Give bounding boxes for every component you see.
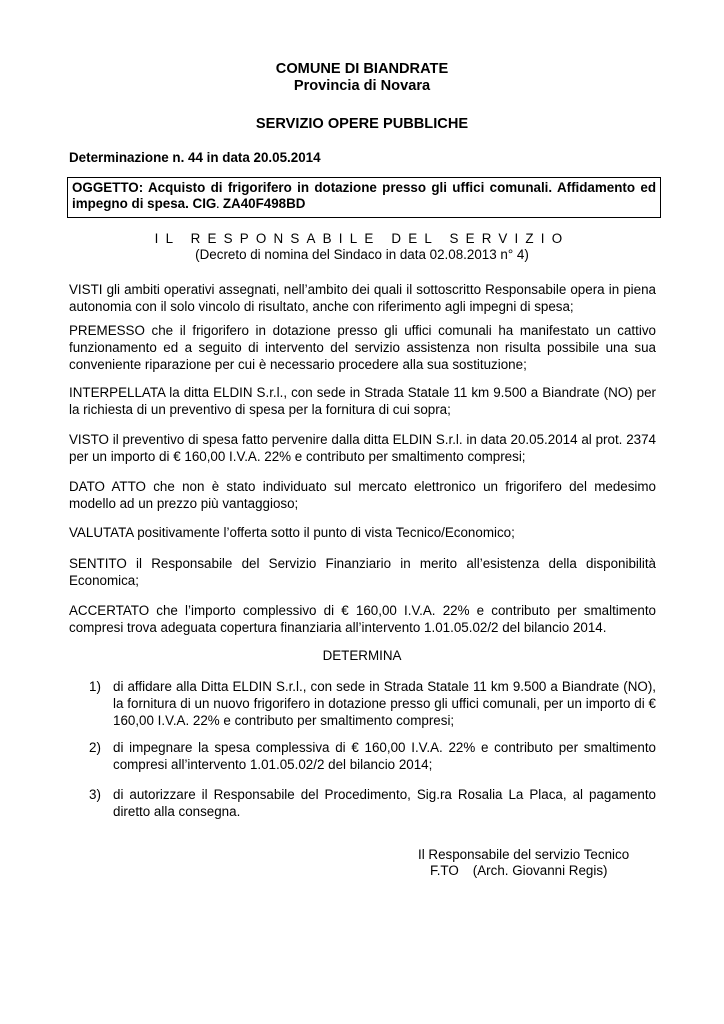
signature-name: (Arch. Giovanni Regis)	[472, 863, 608, 878]
determina-item	[89, 739, 656, 773]
item-number: 2)	[89, 740, 101, 755]
item-text: di autorizzare il Responsabile del Procedimento, Sig.ra Rosalia La Placa, al pagamento diretto alla consegna.	[113, 787, 656, 819]
provincia-title: Provincia di Novara	[293, 78, 431, 94]
item-text: di impegnare la spesa complessiva di € 160,00 I.V.A. 22% e contributo per smaltimento compresi all’intervento 1.01.05.02/2 del bilancio 2014;	[113, 740, 656, 772]
oggetto-box	[67, 177, 661, 218]
paragraph-dato-atto: DATO ATTO che non è stato individuato sul mercato elettronico un frigorifero del medesimo modello ad un prezzo più vantaggioso;	[69, 479, 656, 511]
paragraph-sentito: SENTITO il Responsabile del Servizio Finanziario in merito all’esistenza della disponibilità Economica;	[69, 556, 656, 588]
cig-separator: .	[216, 200, 220, 211]
determina-item	[89, 678, 656, 729]
decreto-line: (Decreto di nomina del Sindaco in data 02.08.2013 n° 4)	[195, 247, 529, 262]
oggetto-text: OGGETTO: Acquisto di frigorifero in dotazione presso gli uffici comunali. Affidamento ed impegno di spesa. CIG	[72, 180, 656, 211]
paragraph-premesso: PREMESSO che il frigorifero in dotazione presso gli uffici comunali ha manifestato un cattivo funzionamento ed a seguito di intervento del servizio assistenza non risulta possibile una sua conveniente riparazione per cui è necessario procedere alla sua sostituzione;	[69, 323, 656, 372]
determina-item	[89, 786, 656, 820]
paragraph-valutata: VALUTATA positivamente l’offerta sotto il punto di vista Tecnico/Economico;	[69, 525, 515, 540]
responsabile-title: IL RESPONSABILE DEL SERVIZIO	[154, 231, 570, 246]
comune-title: COMUNE DI BIANDRATE	[275, 61, 449, 77]
servizio-title: SERVIZIO OPERE PUBBLICHE	[255, 116, 469, 132]
signature-fto: F.TO	[430, 863, 459, 878]
signature-role: Il Responsabile del servizio Tecnico	[418, 847, 630, 862]
paragraph-interpellata: INTERPELLATA la ditta ELDIN S.r.l., con sede in Strada Statale 11 km 9.500 a Biandrate (NO) per la richiesta di un preventivo di spesa per la fornitura di cui sopra;	[69, 385, 656, 417]
signature-block	[430, 863, 607, 879]
item-text: di affidare alla Ditta ELDIN S.r.l., con sede in Strada Statale 11 km 9.500 a Biandrate (NO), la fornitura di un nuovo frigorifero in dotazione presso gli uffici comunali, per un importo di € 160,00 I.V.A. 22% e contributo per smaltimento compresi;	[113, 679, 656, 728]
determina-title: DETERMINA	[322, 648, 402, 663]
item-number: 3)	[89, 787, 101, 802]
paragraph-visto: VISTO il preventivo di spesa fatto pervenire dalla ditta ELDIN S.r.l. in data 20.05.2014 al prot. 2374 per un importo di € 160,00 I.V.A. 22% e contributo per smaltimento compresi;	[69, 432, 656, 464]
paragraph-visti: VISTI gli ambiti operativi assegnati, nell’ambito dei quali il sottoscritto Responsabile opera in piena autonomia con il solo vincolo di risultato, anche con riferimento agli impegni di spesa;	[69, 282, 656, 314]
paragraph-accertato: ACCERTATO che l’importo complessivo di € 160,00 I.V.A. 22% e contributo per smaltimento compresi trova adeguata copertura finanziaria all’intervento 1.01.05.02/2 del bilancio 2014.	[69, 603, 656, 635]
item-number: 1)	[89, 679, 101, 694]
determinazione-number: Determinazione n. 44 in data 20.05.2014	[69, 150, 321, 165]
cig-code: ZA40F498BD	[219, 196, 306, 211]
